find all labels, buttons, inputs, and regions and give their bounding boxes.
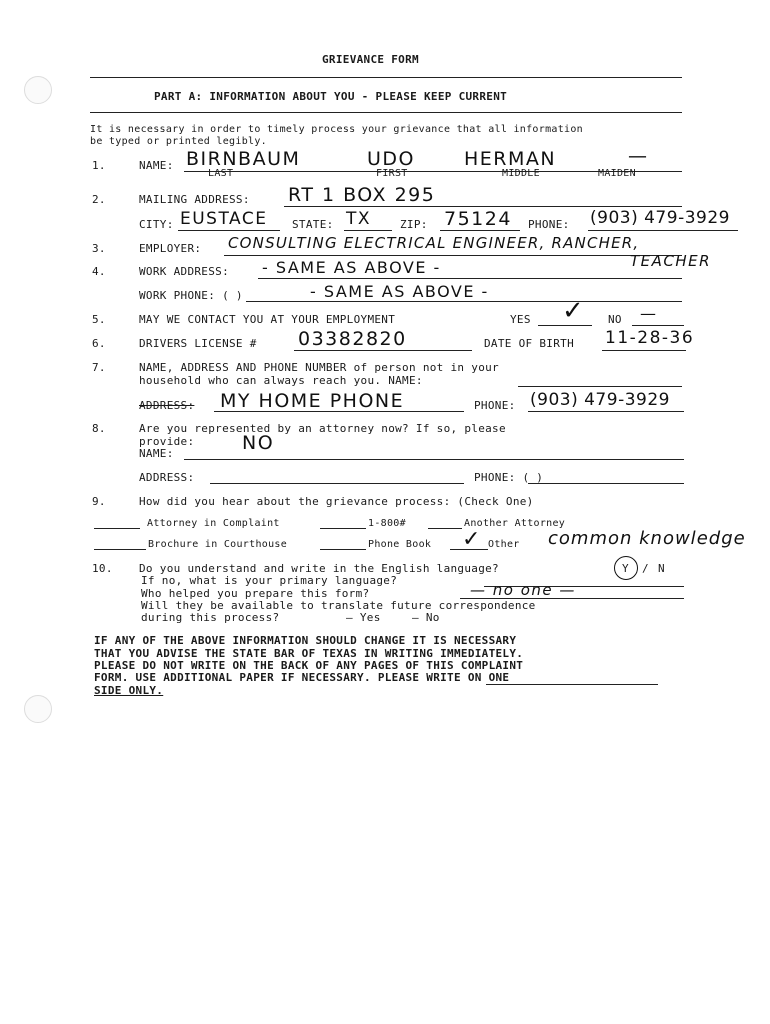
q6-dob-value: 11-28-36 [605,328,695,348]
q2-city-value: EUSTACE [180,209,268,229]
q4-work-phone-value: - SAME AS ABOVE - [310,282,489,301]
q1-maiden-value: — [628,145,649,167]
q9-number: 9. [92,495,106,508]
q1-sub-middle: MIDDLE [502,168,540,179]
q7-number: 7. [92,361,106,374]
q10-no-option: — No [412,611,440,624]
q10-line-4: Will they be available to translate future correspondence [141,599,536,612]
q5-no-line [632,325,684,326]
q5-label: MAY WE CONTACT YOU AT YOUR EMPLOYMENT [139,313,396,326]
q7-line-1: NAME, ADDRESS AND PHONE NUMBER of person not in your [139,361,499,374]
form-title: GRIEVANCE FORM [322,53,419,66]
q4-label: WORK ADDRESS: [139,265,229,278]
q7-name-line [518,386,682,387]
q1-sub-maiden: MAIDEN [598,168,636,179]
q5-yes-label: YES [510,313,531,326]
q8-phone-line [528,483,684,484]
q2-state-line [344,230,392,231]
q3-employer-value: CONSULTING ELECTRICAL ENGINEER, RANCHER, [228,234,640,252]
q2-number: 2. [92,193,106,206]
q3-label: EMPLOYER: [139,242,202,255]
q2-zip-value: 75124 [444,208,512,230]
q3-number: 3. [92,242,106,255]
q7-phone-line [528,411,684,412]
q8-address-label: ADDRESS: [139,471,195,484]
footer-line-3: PLEASE DO NOT WRITE ON THE BACK OF ANY PAGES OF THIS COMPLAINT [94,659,524,672]
q7-phone-label: PHONE: [474,399,516,412]
q7-address-value: MY HOME PHONE [220,390,405,412]
q10-line-2: If no, what is your primary language? [141,574,398,587]
part-a-rule [90,112,682,113]
q2-city-label: CITY: [139,218,174,231]
q8-line-2: provide: [139,435,195,448]
q1-number: 1. [92,159,106,172]
q9-label: How did you hear about the grievance process: (Check One) [139,495,534,508]
q3-employer-line [224,255,682,256]
q1-last-value: BIRNBAUM [186,148,301,170]
intro-line-2: be typed or printed legibly. [90,136,267,147]
q10-yes: Y [622,562,629,575]
q7-line-2: household who can always reach you. NAME: [139,374,423,387]
q9-other-text: common knowledge [548,528,746,549]
q9-opt2-blank [320,528,366,529]
q8-address-line [210,483,464,484]
q1-sub-first: FIRST [376,168,408,179]
q2-city-line [178,230,280,231]
q2-address-value: RT 1 BOX 295 [288,184,436,206]
footer-line-2: THAT YOU ADVISE THE STATE BAR OF TEXAS IN WRITING IMMEDIATELY. [94,647,524,660]
q8-answer: NO [242,432,275,454]
q1-sub-last: LAST [208,168,234,179]
q8-line-1: Are you represented by an attorney now? If so, please [139,422,506,435]
title-rule [90,77,682,78]
q4-work-phone-line [246,301,682,302]
q9-opt1-blank [94,528,140,529]
q9-other-checkmark: ✓ [462,527,482,552]
q1-middle-value: HERMAN [464,148,557,170]
q9-opt4-blank [94,549,146,550]
q10-yes-circle [614,556,638,580]
q2-phone-label: PHONE: [528,218,570,231]
q1-label: NAME: [139,159,174,172]
q2-zip-line [440,230,520,231]
q6-license-value: 03382820 [298,328,407,350]
q4-work-address-line [258,278,682,279]
punch-hole-bottom [24,695,52,723]
q10-number: 10. [92,562,113,575]
q8-phone-label: PHONE: ( ) [474,471,544,484]
q2-phone-line [588,230,738,231]
q10-no: N [658,562,665,575]
footer-line-5: SIDE ONLY. [94,684,164,697]
q9-opt3-blank [428,528,462,529]
q9-opt-attorney-in-complaint: Attorney in Complaint [147,518,280,529]
q2-label: MAILING ADDRESS: [139,193,250,206]
footer-line-4: FORM. USE ADDITIONAL PAPER IF NECESSARY. PLEASE WRITE ON ONE [94,671,510,684]
q9-opt-phone-book: Phone Book [368,539,432,550]
q8-number: 8. [92,422,106,435]
q3-employer-value-2: TEACHER [630,252,712,270]
q10-line-3: Who helped you prepare this form? [141,587,370,600]
punch-hole-top [24,76,52,104]
q2-zip-label: ZIP: [400,218,428,231]
q6-license-line [294,350,472,351]
q10-line-1: Do you understand and write in the English language? [139,562,499,575]
q6-number: 6. [92,337,106,350]
q6-dob-line [602,350,686,351]
q5-yes-line [538,325,592,326]
q6-dob-label: DATE OF BIRTH [484,337,574,350]
q4-work-phone-label: WORK PHONE: ( ) [139,289,243,302]
q4-work-address-value: - SAME AS ABOVE - [262,258,441,277]
q2-state-value: TX [346,209,372,229]
q2-address-line [284,206,682,207]
q9-opt-brochure: Brochure in Courthouse [148,539,288,550]
intro-line-1: It is necessary in order to timely process your grievance that all information [90,124,583,135]
q8-name-line [184,459,684,460]
q9-opt5-blank [320,549,366,550]
q10-yes-option: — Yes [346,611,381,624]
q7-phone-value: (903) 479-3929 [530,390,670,410]
q1-first-value: UDO [367,148,415,170]
q9-opt-another-attorney: Another Attorney [464,518,566,529]
q4-number: 4. [92,265,106,278]
q5-yes-checkmark: ✓ [562,296,586,326]
q2-phone-value: (903) 479-3929 [590,208,730,228]
footer-line-1: IF ANY OF THE ABOVE INFORMATION SHOULD CHANGE IT IS NECESSARY [94,634,517,647]
q9-opt-other: Other [488,539,520,550]
q8-name-label: NAME: [139,447,174,460]
q7-address-line [214,411,464,412]
q7-address-label: ADDRESS: [139,399,195,412]
q5-number: 5. [92,313,106,326]
q5-no-label: NO [608,313,622,326]
q10-line-5: during this process? [141,611,280,624]
q10-helper-value: — no one — [470,581,576,599]
footer-underline [486,684,658,685]
q10-slash: / [642,562,649,575]
q5-no-mark: — [640,304,658,323]
q9-opt-1-800: 1-800# [368,518,406,529]
q6-label: DRIVERS LICENSE # [139,337,257,350]
q2-state-label: STATE: [292,218,334,231]
part-a-heading: PART A: INFORMATION ABOUT YOU - PLEASE KEEP CURRENT [154,90,508,103]
